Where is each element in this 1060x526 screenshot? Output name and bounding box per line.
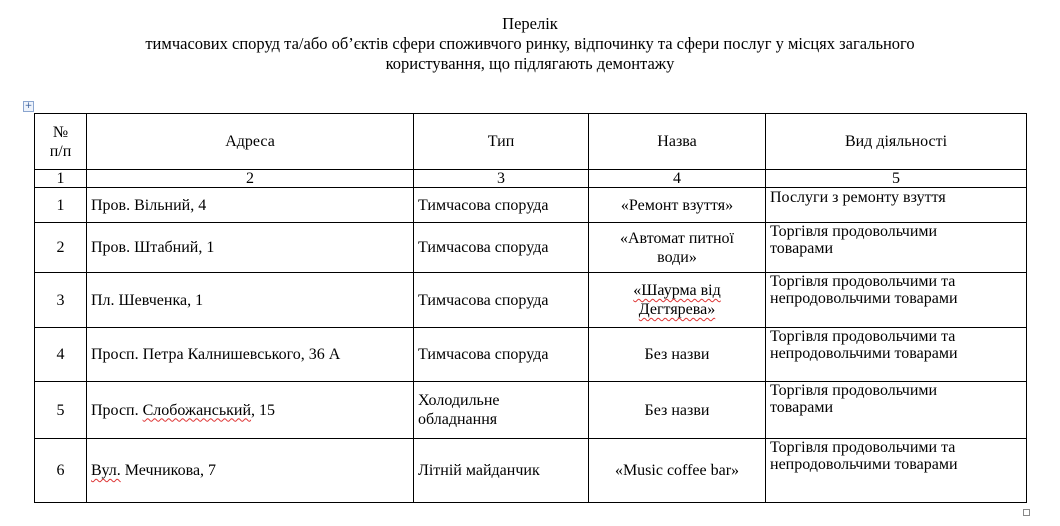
address-cell: Пл. Шевченка, 1 [87,273,414,328]
name-cell: Без назви [589,382,766,439]
spellcheck-flagged-word: Слобожанський [142,401,252,419]
activity-cell: Торгівля продовольчими та непродовольчими товарами [766,328,1027,382]
column-number-cell: 3 [414,170,589,188]
type-cell: Тимчасова споруда [414,273,589,328]
header-name: Назва [589,114,766,170]
table-row [35,439,1027,503]
activity-cell: Послуги з ремонту взуття [766,188,1027,223]
column-number-cell: 5 [766,170,1027,188]
name-cell: Без назви [589,328,766,382]
address-cell: Просп. Петра Калнишевського, 36 А [87,328,414,382]
row-number: 3 [35,273,87,328]
row-number: 2 [35,223,87,273]
type-cell: Тимчасова споруда [414,328,589,382]
header-activity: Вид діяльності [766,114,1027,170]
table-row [35,382,1027,439]
header-number: № п/п [35,114,87,170]
spellcheck-flagged-word: Вул. [91,462,121,479]
address-cell: Просп. Слобожанський, 15 [87,382,414,439]
table-row [35,328,1027,382]
row-number: 5 [35,382,87,439]
row-number: 1 [35,188,87,223]
header-address: Адреса [87,114,414,170]
name-cell: «Шаурма від Дегтярева» [589,273,766,328]
name-cell: «Ремонт взуття» [589,188,766,223]
row-number: 6 [35,439,87,503]
column-number-cell: 2 [87,170,414,188]
title-line-3: користування, що підлягають демонтажу [385,54,675,73]
table-row [35,223,1027,273]
type-cell: Літній майданчик [414,439,589,503]
document-title [0,14,1060,74]
activity-cell: Торгівля продовольчими товарами [766,382,1027,439]
demolition-table [34,113,1027,503]
type-cell: Тимчасова споруда [414,223,589,273]
address-cell: Пров. Вільний, 4 [87,188,414,223]
name-cell: «Автомат питної води» [589,223,766,273]
table-header-row [35,114,1027,170]
name-cell: «Music coffee bar» [589,439,766,503]
activity-cell: Торгівля продовольчими та непродовольчими товарами [766,273,1027,328]
table-resize-handle[interactable] [1023,509,1030,516]
activity-cell: Торгівля продовольчими та непродовольчими товарами [766,439,1027,503]
table-move-handle-icon[interactable]: + [24,101,33,111]
title-line-1: Перелік [502,14,558,33]
title-line-2: тимчасових споруд та/або об’єктів сфери споживчого ринку, відпочинку та сфери послуг у місцях загального [145,34,915,53]
column-number-cell: 4 [589,170,766,188]
address-cell: Вул. Мечникова, 7 [87,439,414,503]
row-number: 4 [35,328,87,382]
address-cell: Пров. Штабний, 1 [87,223,414,273]
activity-cell: Торгівля продовольчими товарами [766,223,1027,273]
header-type: Тип [414,114,589,170]
type-cell: Холодильне обладнання [414,382,589,439]
table-row [35,188,1027,223]
table-row [35,273,1027,328]
column-number-row [35,170,1027,188]
column-number-cell: 1 [35,170,87,188]
type-cell: Тимчасова споруда [414,188,589,223]
